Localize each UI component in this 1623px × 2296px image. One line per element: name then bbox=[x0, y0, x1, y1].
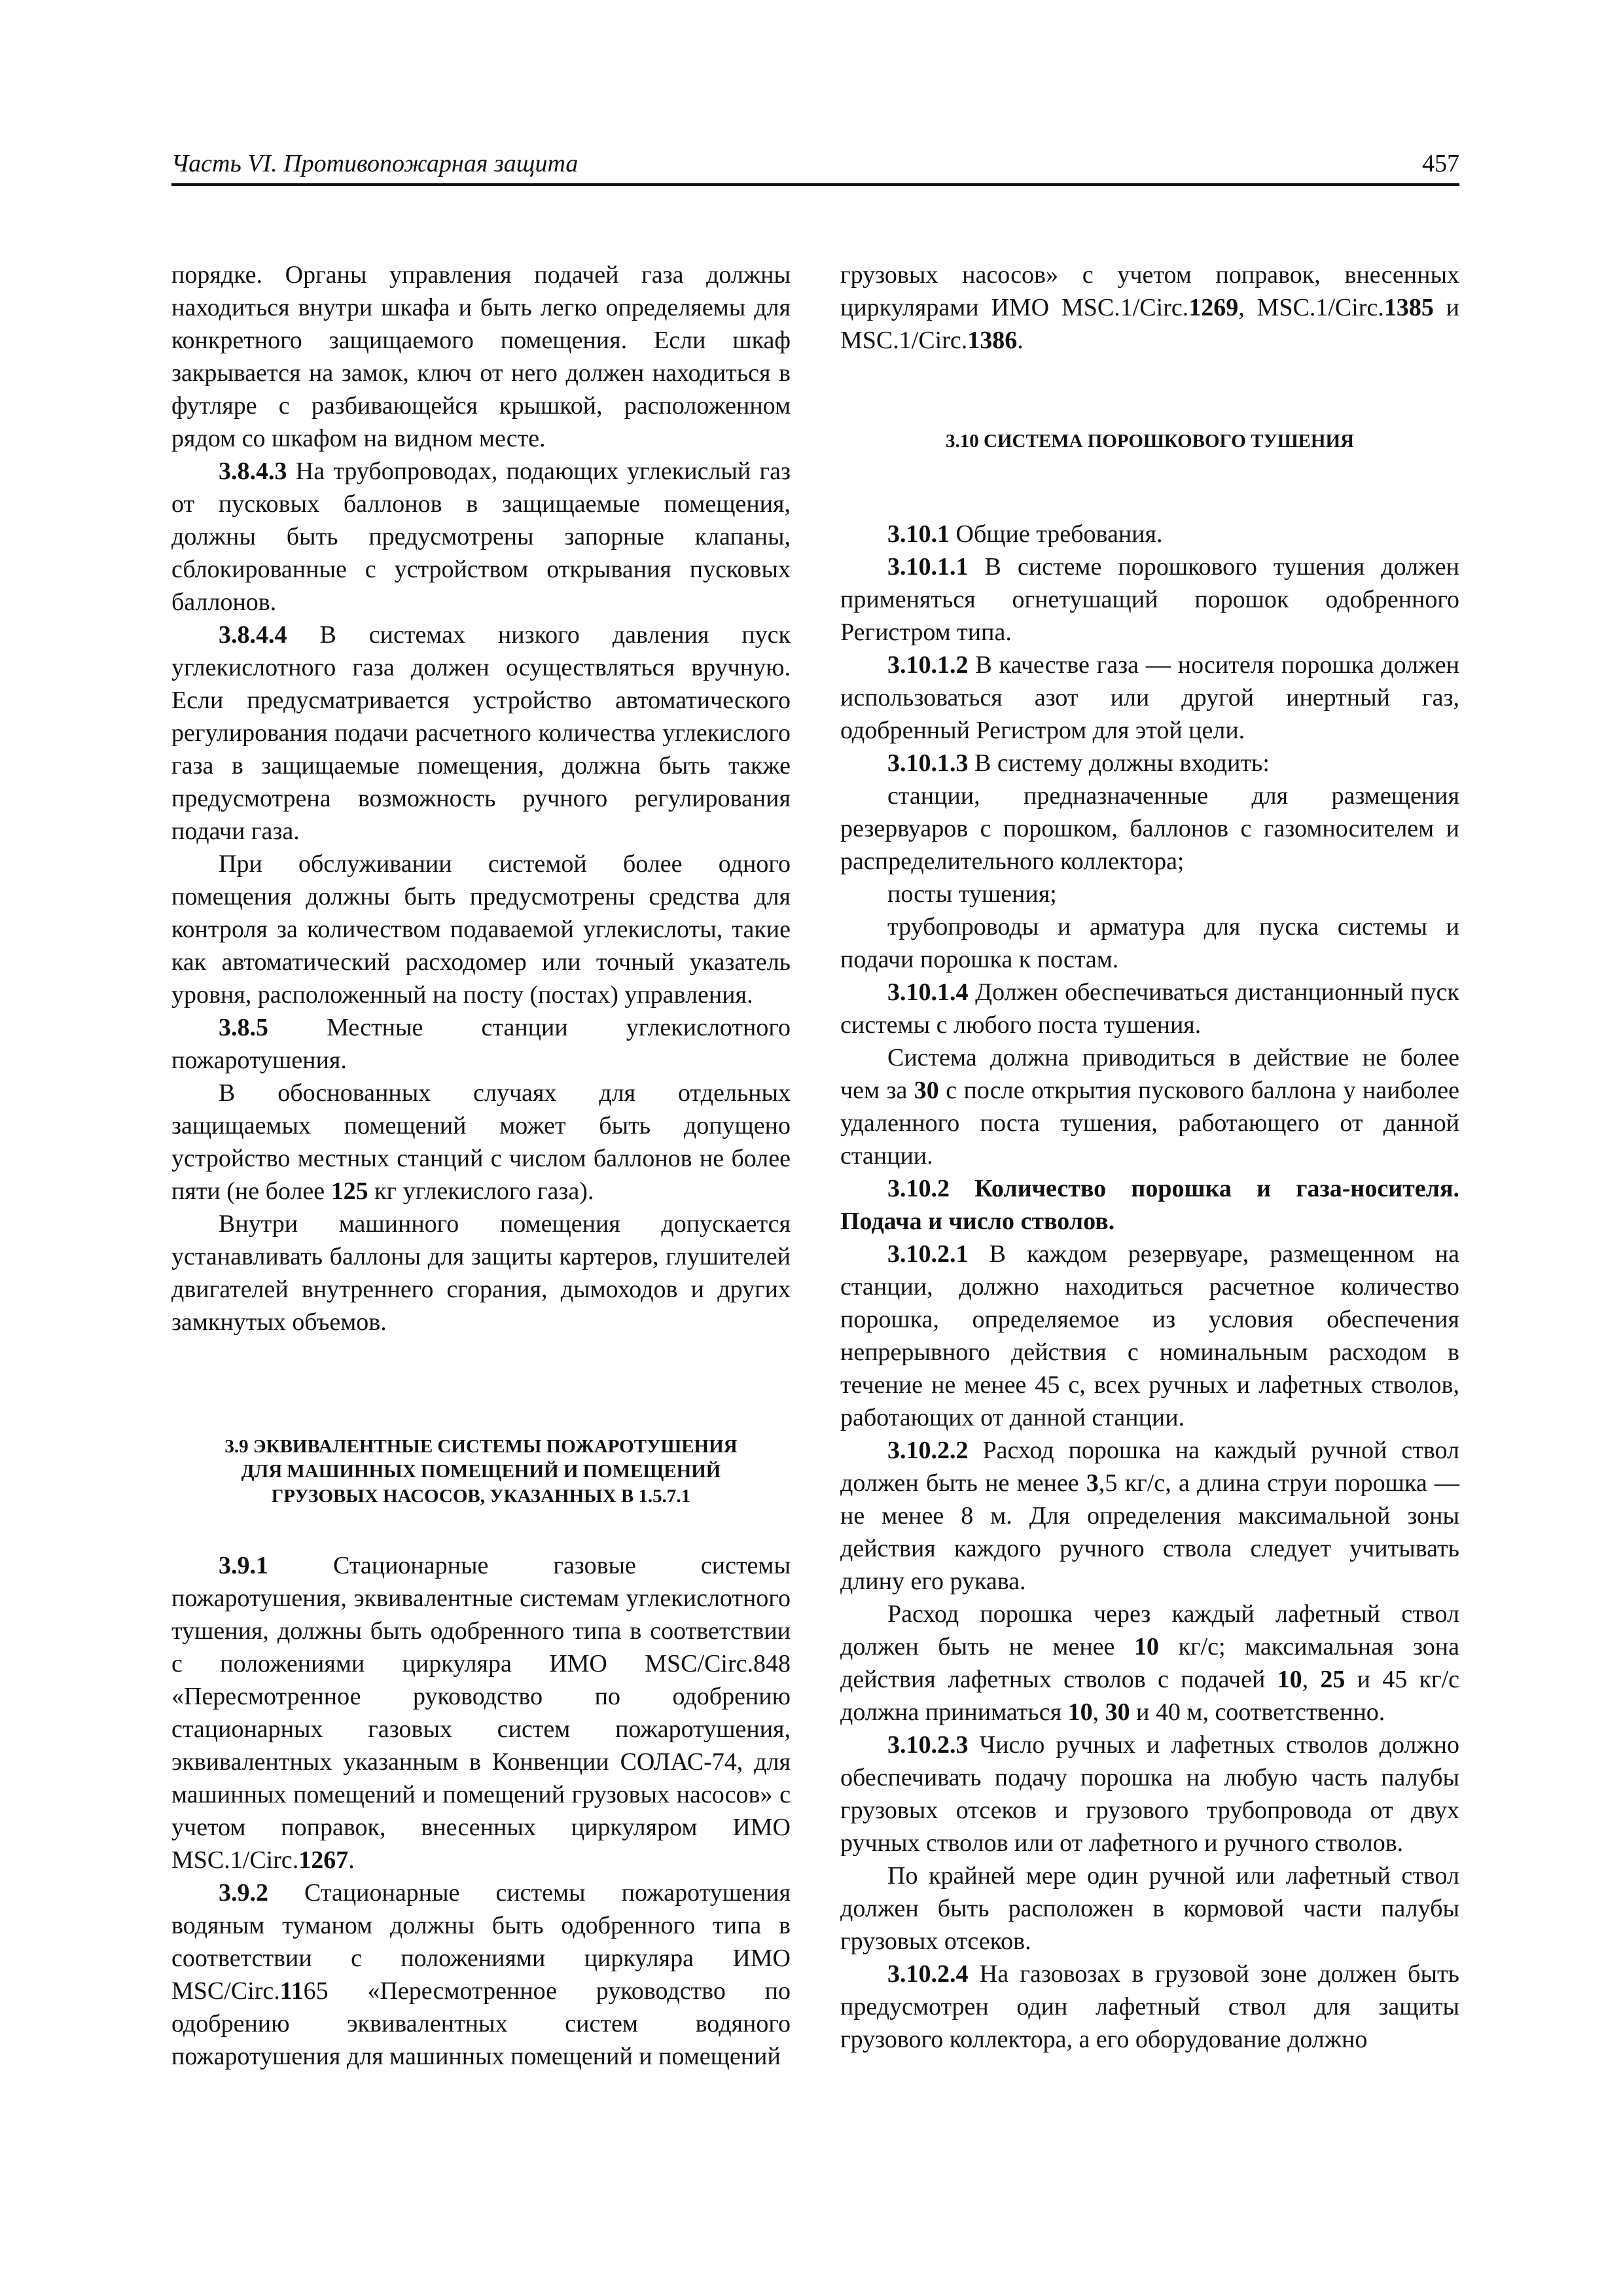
clause-number: 3.10.2 bbox=[887, 1175, 950, 1202]
paragraph: 3.10.1 Общие требования. bbox=[887, 520, 1163, 548]
paragraph: 3.10.2.1 В каждом резервуаре, размещенном на станции, должно находиться расчетное количество порошка, определяемое из условия обеспечения непрерывного действия с номинальным расходом в течение не менее 45 с, всех ручных и лафетных стволов, работающих от данной станции. bbox=[840, 1240, 1459, 1431]
section-heading-3-10: 3.10 СИСТЕМА ПОРОШКОВОГО ТУШЕНИЯ bbox=[946, 431, 1354, 452]
paragraph: посты тушения; bbox=[887, 880, 1057, 908]
running-header-section: Часть VI. Противопожарная защита bbox=[171, 150, 579, 177]
clause-number: 3.10.2.2 bbox=[887, 1437, 969, 1464]
paragraph bbox=[171, 1011, 791, 1077]
clause-number: 3.9.1 bbox=[219, 1552, 268, 1579]
paragraph: 3.9.1 Стационарные газовые системы пожаротушения, эквивалентные системам углекислотного тушения, должны быть одобренного типа в соответствии с положениями циркуляра ИМО MSC/Circ.848 «Пересмотренное руководство по одобрению стационарных газовых систем пожаротушения, эквивалентных указанным в Конвенции СОЛАС-74, для машинных помещений и помещений грузовых насосов» с учетом поправок, внесенных циркуляром ИМО MSC.1/Circ.1267. bbox=[171, 1552, 791, 1874]
paragraph: Расход порошка через каждый лафетный ствол должен быть не менее 10 кг/с; максимальная зона действия лафетных стволов с подачей 10, 25 и 45 кг/с должна приниматься 10, 30 и 40 м, соответственно. bbox=[840, 1600, 1460, 1726]
paragraph: 3.10.2.3 Число ручных и лафетных стволов должно обеспечивать подачу порошка на любую часть палубы грузовых отсеков и грузового трубопровода от двух ручных стволов или от лафетного и ручного стволов. bbox=[840, 1731, 1459, 1857]
paragraph bbox=[171, 619, 791, 848]
paragraph: По крайней мере один ручной или лафетный ствол должен быть расположен в кормовой части палубы грузовых отсеков. bbox=[840, 1862, 1459, 1955]
paragraph: Система должна приводиться в действие не более чем за 30 с после открытия пускового баллона у наиболее удаленного поста тушения, работающего от данной станции. bbox=[840, 1044, 1459, 1170]
page-number: 457 bbox=[1422, 150, 1459, 177]
clause-number: 3.10.1.1 bbox=[887, 553, 969, 581]
clause-number: 3.10.1 bbox=[887, 520, 950, 548]
paragraph: 3.9.2 Стационарные системы пожаротушения водяным туманом должны быть одобренного типа в соответствии с положениями циркуляра ИМО MSC/Circ.1165 «Пересмотренное руководство по одобрению эквивалентных систем водяного пожаротушения для машинных помещений и помещений bbox=[171, 1879, 791, 2070]
clause-text: Местные станции углекислотного пожаротушения. bbox=[171, 1014, 791, 1074]
paragraph: 3.10.2 Количество порошка и газа-носителя. Подача и число стволов. bbox=[840, 1175, 1459, 1235]
paragraph: порядке. Органы управления подачей газа должны находиться внутри шкафа и быть легко определяемы для конкретного защищаемого помещения. Если шкаф закрывается на замок, ключ от него должен находиться в футляре с разбивающейся крышкой, расположенном рядом со шкафом на видном месте. bbox=[171, 261, 791, 452]
paragraph bbox=[171, 455, 791, 619]
clause-number: 3.8.5 bbox=[219, 1014, 268, 1041]
paragraph: 3.10.1.4 Должен обеспечиваться дистанционный пуск системы с любого поста тушения. bbox=[840, 978, 1459, 1039]
paragraph: При обслуживании системой более одного помещения должны быть предусмотрены средства для контроля за количеством подаваемой углекислоты, такие как автоматический расходомер или точный указатель уровня, расположенный на посту (постах) управления. bbox=[171, 850, 791, 1009]
right-column bbox=[840, 259, 1459, 2056]
left-column bbox=[171, 259, 791, 2073]
clause-number: 3.9.2 bbox=[219, 1879, 268, 1907]
paragraph: 3.10.1.1 В системе порошкового тушения должен применяться огнетушащий порошок одобренного Регистром типа. bbox=[840, 553, 1459, 646]
clause-number: 3.8.4.4 bbox=[219, 621, 287, 649]
section-heading-3-9: 3.9 ЭКВИВАЛЕНТНЫЕ СИСТЕМЫ ПОЖАРОТУШЕНИЯ ДЛЯ МАШИННЫХ ПОМЕЩЕНИЙ И ПОМЕЩЕНИЙ ГРУЗОВЫХ НАСОСОВ, УКАЗАННЫХ В 1.5.7.1 bbox=[224, 1436, 738, 1507]
clause-number: 3.10.2.3 bbox=[887, 1731, 969, 1759]
clause-number: 3.10.1.4 bbox=[887, 978, 969, 1006]
paragraph: 3.10.1.2 В качестве газа — носителя порошка должен использоваться азот или другой инертный газ, одобренный Регистром для этой цели. bbox=[840, 651, 1459, 744]
clause-number: 3.8.4.3 bbox=[219, 457, 287, 485]
clause-number: 3.10.2.1 bbox=[887, 1240, 969, 1268]
paragraph: станции, предназначенные для размещения резервуаров с порошком, баллонов с газомносителем и распределительного коллектора; bbox=[840, 782, 1459, 875]
paragraph: 3.10.2.2 Расход порошка на каждый ручной ствол должен быть не менее 3,5 кг/с, а длина струи порошка — не менее 8 м. Для определения максимальной зоны действия каждого ручного ствола следует учитывать длину его рукава. bbox=[840, 1437, 1459, 1595]
clause-text: В системах низкого давления пуск углекислотного газа должен осуществляться вручную. Если предусматривается устройство автоматического регулирования подачи расчетного количества углекислого газа в защищаемые помещения, должна быть также предусмотрена возможность ручного регулирования подачи газа. bbox=[171, 621, 791, 845]
clause-number: 3.10.2.4 bbox=[887, 1960, 969, 1988]
paragraph: грузовых насосов» с учетом поправок, внесенных циркулярами ИМО MSC.1/Circ.1269, MSC.1/Circ.1385 и MSC.1/Circ.1386. bbox=[840, 261, 1459, 354]
paragraph: 3.10.2.4 На газовозах в грузовой зоне должен быть предусмотрен один лафетный ствол для защиты грузового коллектора, а его оборудование должно bbox=[840, 1960, 1459, 2053]
paragraph: Внутри машинного помещения допускается устанавливать баллоны для защиты картеров, глушителей двигателей внутреннего сгорания, дымоходов и других замкнутых объемов. bbox=[171, 1210, 791, 1336]
clause-text: На трубопроводах, подающих углекислый газ от пусковых баллонов в защищаемые помещения, должны быть предусмотрены запорные клапаны, сблокированные с устройством открывания пусковых баллонов. bbox=[171, 457, 791, 616]
paragraph: трубопроводы и арматура для пуска системы и подачи порошка к постам. bbox=[840, 913, 1459, 973]
clause-number: 3.10.1.2 bbox=[887, 651, 969, 679]
page-header bbox=[171, 145, 1459, 186]
paragraph: В обоснованных случаях для отдельных защищаемых помещений может быть допущено устройство местных станций с числом баллонов не более пяти (не более 125 кг углекислого газа). bbox=[171, 1079, 791, 1205]
clause-number: 3.10.1.3 bbox=[887, 749, 969, 777]
paragraph: 3.10.1.3 В систему должны входить: bbox=[887, 749, 1270, 777]
